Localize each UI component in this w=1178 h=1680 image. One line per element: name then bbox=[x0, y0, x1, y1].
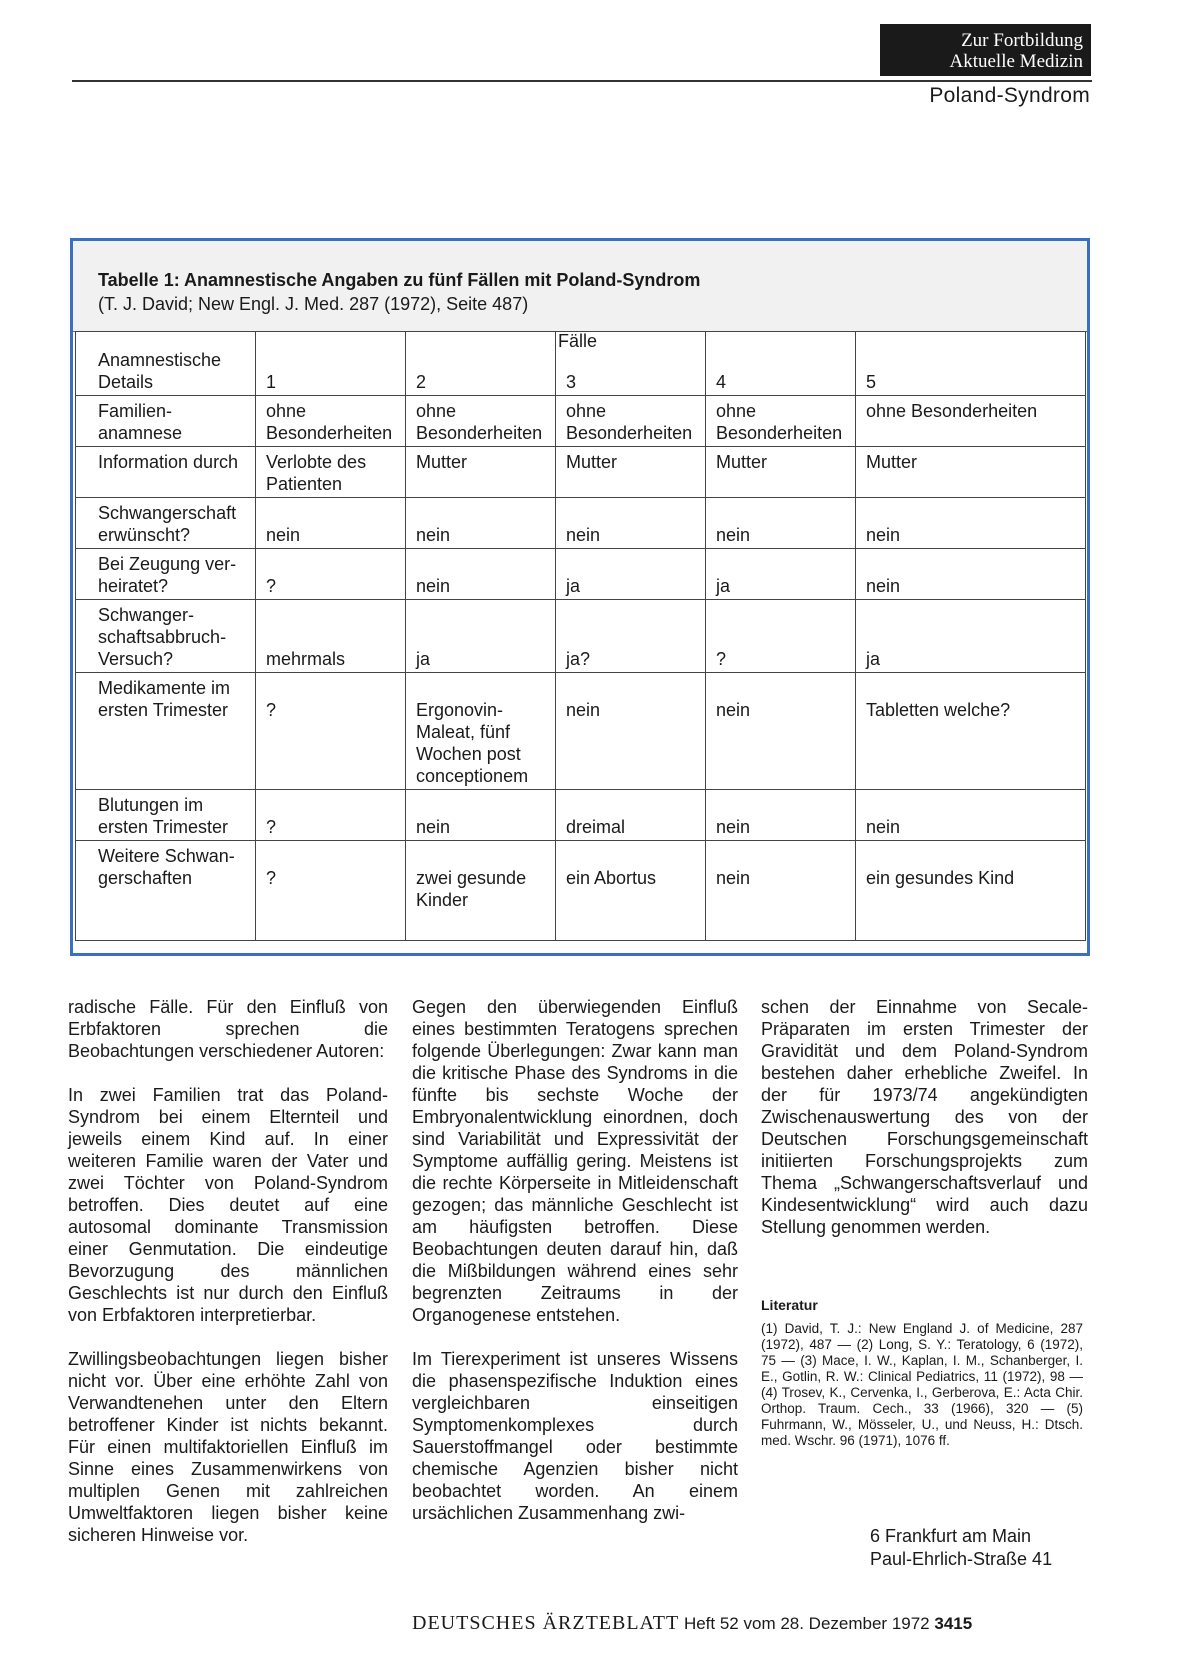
table-cell: ja bbox=[856, 600, 1086, 673]
cases-group-label: Fälle bbox=[558, 331, 598, 351]
article-topic: Poland-Syndrom bbox=[929, 84, 1090, 107]
section-label-box bbox=[880, 24, 1091, 76]
row-label: Weitere Schwan-gerschaften bbox=[76, 841, 256, 941]
table-cell: zwei gesunde Kinder bbox=[406, 841, 556, 941]
table-cell: ohne Besonderheiten bbox=[556, 396, 706, 447]
table-cell: Mutter bbox=[406, 447, 556, 498]
table-caption-source: (T. J. David; New Engl. J. Med. 287 (1972), Seite 487) bbox=[98, 294, 529, 314]
table-cell: ohne Besonderheiten bbox=[706, 396, 856, 447]
table-row bbox=[76, 600, 1086, 673]
section-label-line2: Aktuelle Medizin bbox=[949, 51, 1083, 72]
case-header-label: 3 bbox=[566, 372, 577, 392]
table-cell: ja bbox=[706, 549, 856, 600]
page-number: 3415 bbox=[934, 1614, 973, 1633]
paragraph: radische Fälle. Für den Einfluß von Erbfaktoren sprechen die Beobachtungen verschiedener Autoren: bbox=[68, 997, 388, 1061]
author-address-street: Paul-Ehrlich-Straße 41 bbox=[870, 1549, 1053, 1569]
page-footer bbox=[412, 1612, 972, 1635]
table-cell: ohne Besonderheiten bbox=[256, 396, 406, 447]
table-cell: ja bbox=[556, 549, 706, 600]
table-cell: nein bbox=[556, 673, 706, 790]
table-cell: Mutter bbox=[706, 447, 856, 498]
case-header: 4 bbox=[706, 332, 856, 396]
case-header bbox=[556, 332, 706, 396]
literature-list: (1) David, T. J.: New England J. of Medicine, 287 (1972), 487 — (2) Long, S. Y.: Teratology, 6 (1972), 75 — (3) Mace, I. W., Kaplan, I. M., Schanberger, I. E., Gotlin, R. W.: Clinical Pediatrics, 11 (1972), 98 — (4) Trosev, K., Cervenka, I., Gerberova, E.: Acta Chir. Orthop. Traum. Cech., 33 (1966), 320 — (5) Fuhrmann, W., Mösseler, U., und Neuss, H.: Dtsch. med. Wschr. 96 (1971), 1076 ff. bbox=[761, 1321, 1083, 1448]
table-cell: ? bbox=[256, 790, 406, 841]
literature-heading: Literatur bbox=[761, 1297, 818, 1313]
table-header-row bbox=[76, 332, 1086, 396]
paragraph: Im Tierexperiment ist unseres Wissens die phasenspezifische Induktion eines vergleichbaren einseitigen Symptomenkomplexes durch Sauerstoffmangel oder bestimmte chemische Agenzien bisher nicht beobachtet worden. An einem ursächlichen Zusammenhang zwi- bbox=[412, 1349, 738, 1523]
table-row bbox=[76, 498, 1086, 549]
paragraph: schen der Einnahme von Secale-Präparaten im ersten Trimester der Gravidität und dem Poland-Syndrom bestehen daher erhebliche Zweifel. In der für 1973/74 angekündigten Zwischenauswertung des von der Deutschen Forschungsgemeinschaft initiierten Forschungsprojekts zum Thema „Schwangerschaftsverlauf und Kindesentwicklung“ wird auch dazu Stellung genommen werden. bbox=[761, 997, 1088, 1237]
table-cell: ein Abortus bbox=[556, 841, 706, 941]
header-rule bbox=[72, 80, 1092, 82]
table-cell: ohne Besonderheiten bbox=[406, 396, 556, 447]
table-cell: nein bbox=[856, 549, 1086, 600]
table-cell: nein bbox=[706, 841, 856, 941]
table-cell: nein bbox=[556, 498, 706, 549]
body-column-2 bbox=[412, 996, 738, 1546]
table-row bbox=[76, 841, 1086, 941]
table-cell: Verlobte des Patienten bbox=[256, 447, 406, 498]
table-cell: Tabletten welche? bbox=[856, 673, 1086, 790]
table-cell: nein bbox=[706, 790, 856, 841]
table-cell: nein bbox=[706, 673, 856, 790]
table-caption: Tabelle 1: Anamnestische Angaben zu fünf Fällen mit Poland-Syndrom bbox=[98, 270, 701, 290]
table-row bbox=[76, 673, 1086, 790]
row-header-label: Anamnestische Details bbox=[76, 332, 256, 396]
table-cell: nein bbox=[406, 790, 556, 841]
row-label: Medikamente im ersten Trimester bbox=[76, 673, 256, 790]
row-label: Information durch bbox=[76, 447, 256, 498]
body-column-1 bbox=[68, 996, 388, 1568]
journal-name: DEUTSCHES ÄRZTEBLATT bbox=[412, 1612, 680, 1634]
table-cell: nein bbox=[406, 549, 556, 600]
table-cell: nein bbox=[256, 498, 406, 549]
table-cell: ? bbox=[706, 600, 856, 673]
row-label: Schwangerschaft erwünscht? bbox=[76, 498, 256, 549]
author-address-city: 6 Frankfurt am Main bbox=[870, 1526, 1032, 1546]
table-cell: ja? bbox=[556, 600, 706, 673]
table-cell: ? bbox=[256, 549, 406, 600]
table-cell: ohne Besonderheiten bbox=[856, 396, 1086, 447]
row-label: Bei Zeugung ver-heiratet? bbox=[76, 549, 256, 600]
table-cell: nein bbox=[856, 790, 1086, 841]
table-cell: ? bbox=[256, 673, 406, 790]
table-cell: Ergonovin-Maleat, fünf Wochen post conceptionem bbox=[406, 673, 556, 790]
table-cell: ein gesundes Kind bbox=[856, 841, 1086, 941]
table-cell: Mutter bbox=[856, 447, 1086, 498]
case-header: 1 bbox=[256, 332, 406, 396]
table-cell: Mutter bbox=[556, 447, 706, 498]
body-column-3 bbox=[761, 996, 1088, 1260]
table-row bbox=[76, 549, 1086, 600]
section-label-line1: Zur Fortbildung bbox=[961, 30, 1083, 51]
case-header: 5 bbox=[856, 332, 1086, 396]
table-cell: nein bbox=[706, 498, 856, 549]
paragraph: Zwillingsbeobachtungen liegen bisher nicht vor. Über eine erhöhte Zahl von Verwandtenehen unter den Eltern betroffener Kinder ist nichts bekannt. Für einen multifaktoriellen Einfluß im Sinne eines Zusammenwirkens von multiplen Genen mit zahlreichen Umweltfaktoren liegen bisher keine sicheren Hinweise vor. bbox=[68, 1349, 388, 1545]
table-cell: ? bbox=[256, 841, 406, 941]
table-cell: nein bbox=[856, 498, 1086, 549]
row-label: Familien-anamnese bbox=[76, 396, 256, 447]
anamnesis-table bbox=[75, 331, 1086, 941]
row-label: Schwanger-schaftsabbruch-Versuch? bbox=[76, 600, 256, 673]
table-row bbox=[76, 790, 1086, 841]
paragraph: In zwei Familien trat das Poland-Syndrom bei einem Elternteil und jeweils einem Kind auf. In einer weiteren Familie waren der Vater und zwei Töchter von Poland-Syndrom betroffen. Dies deutet auf eine autosomal dominante Transmission einer Genmutation. Die eindeutige Bevorzugung des männlichen Geschlechts ist nur durch den Einfluß von Erbfaktoren interpretierbar. bbox=[68, 1085, 388, 1325]
table-cell: nein bbox=[406, 498, 556, 549]
table-row bbox=[76, 396, 1086, 447]
case-header: 2 bbox=[406, 332, 556, 396]
table-row bbox=[76, 447, 1086, 498]
table-cell: mehrmals bbox=[256, 600, 406, 673]
row-label: Blutungen im ersten Trimester bbox=[76, 790, 256, 841]
paragraph: Gegen den überwiegenden Einfluß eines bestimmten Teratogens sprechen folgende Überlegungen: Zwar kann man die kritische Phase des Syndroms in die fünfte bis sechste Woche der Embryonalentwicklung einordnen, doch sind Variabilität und Expressivität der Symptome auffällig gering. Meistens ist die rechte Körperseite in Mitleidenschaft gezogen; das männliche Geschlecht ist am häufigsten betroffen. Diese Beobachtungen deuten darauf hin, daß die Mißbildungen während eines sehr begrenzten Zeitraums in der Organogenese entstehen. bbox=[412, 997, 738, 1325]
table-cell: dreimal bbox=[556, 790, 706, 841]
issue-info: Heft 52 vom 28. Dezember 1972 bbox=[683, 1614, 930, 1633]
table-cell: ja bbox=[406, 600, 556, 673]
